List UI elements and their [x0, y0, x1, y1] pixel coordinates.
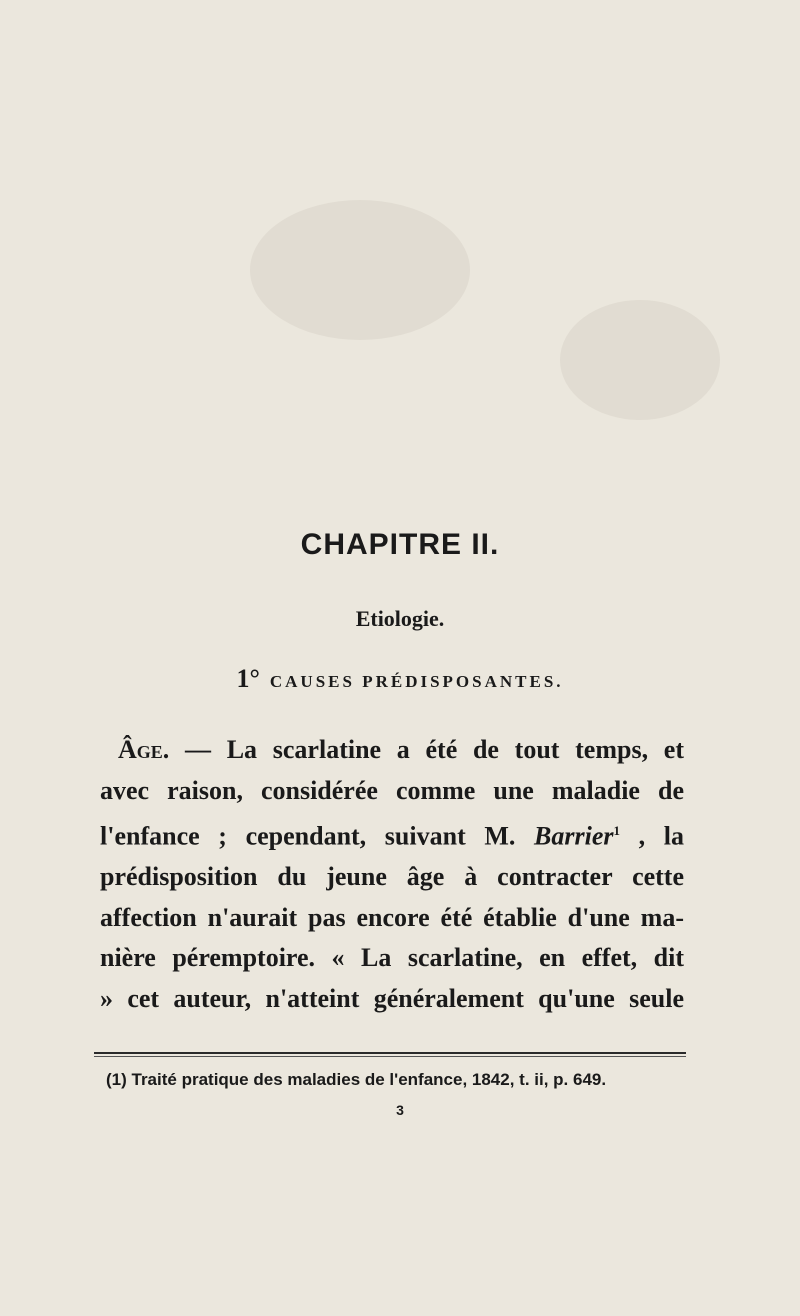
text-line: » cet auteur, n'atteint généralement qu'une seule	[100, 983, 684, 1013]
page-smudge	[250, 200, 470, 340]
author-name: Barrier	[534, 821, 614, 851]
footnote-divider-thin	[94, 1056, 686, 1057]
footnote-divider	[94, 1052, 686, 1054]
signature-mark: 3	[396, 1102, 404, 1118]
footnote-ref: 1	[613, 823, 620, 838]
footnote: (1) Traité pratique des maladies de l'enfance, 1842, t. ii, p. 649.	[106, 1070, 607, 1089]
text-line: nière péremptoire. « La scarlatine, en effet, dit	[100, 943, 684, 973]
subsection-heading	[0, 664, 800, 694]
section-title: Etiologie.	[355, 606, 445, 631]
text-line	[100, 811, 684, 857]
text-segment: — La scarlatine a été de tout temps, et	[169, 735, 684, 764]
text-segment: l'enfance ; cependant, suivant M.	[100, 821, 535, 851]
chapter-title: CHAPITRE II.	[300, 528, 500, 561]
text-line: affection n'aurait pas encore été établie d'une ma-	[100, 902, 684, 932]
text-line	[100, 730, 684, 771]
text-line: avec raison, considérée comme une maladie de	[100, 775, 684, 805]
subsection-title: CAUSES PRÉDISPOSANTES.	[269, 672, 564, 691]
subsection-number: 1°	[236, 664, 260, 693]
text-segment: , la	[620, 821, 684, 851]
page-smudge	[560, 300, 720, 420]
body-paragraph	[100, 730, 684, 1019]
text-line: prédisposition du jeune âge à contracter cette	[100, 862, 684, 892]
lead-word: Âge.	[118, 735, 170, 764]
